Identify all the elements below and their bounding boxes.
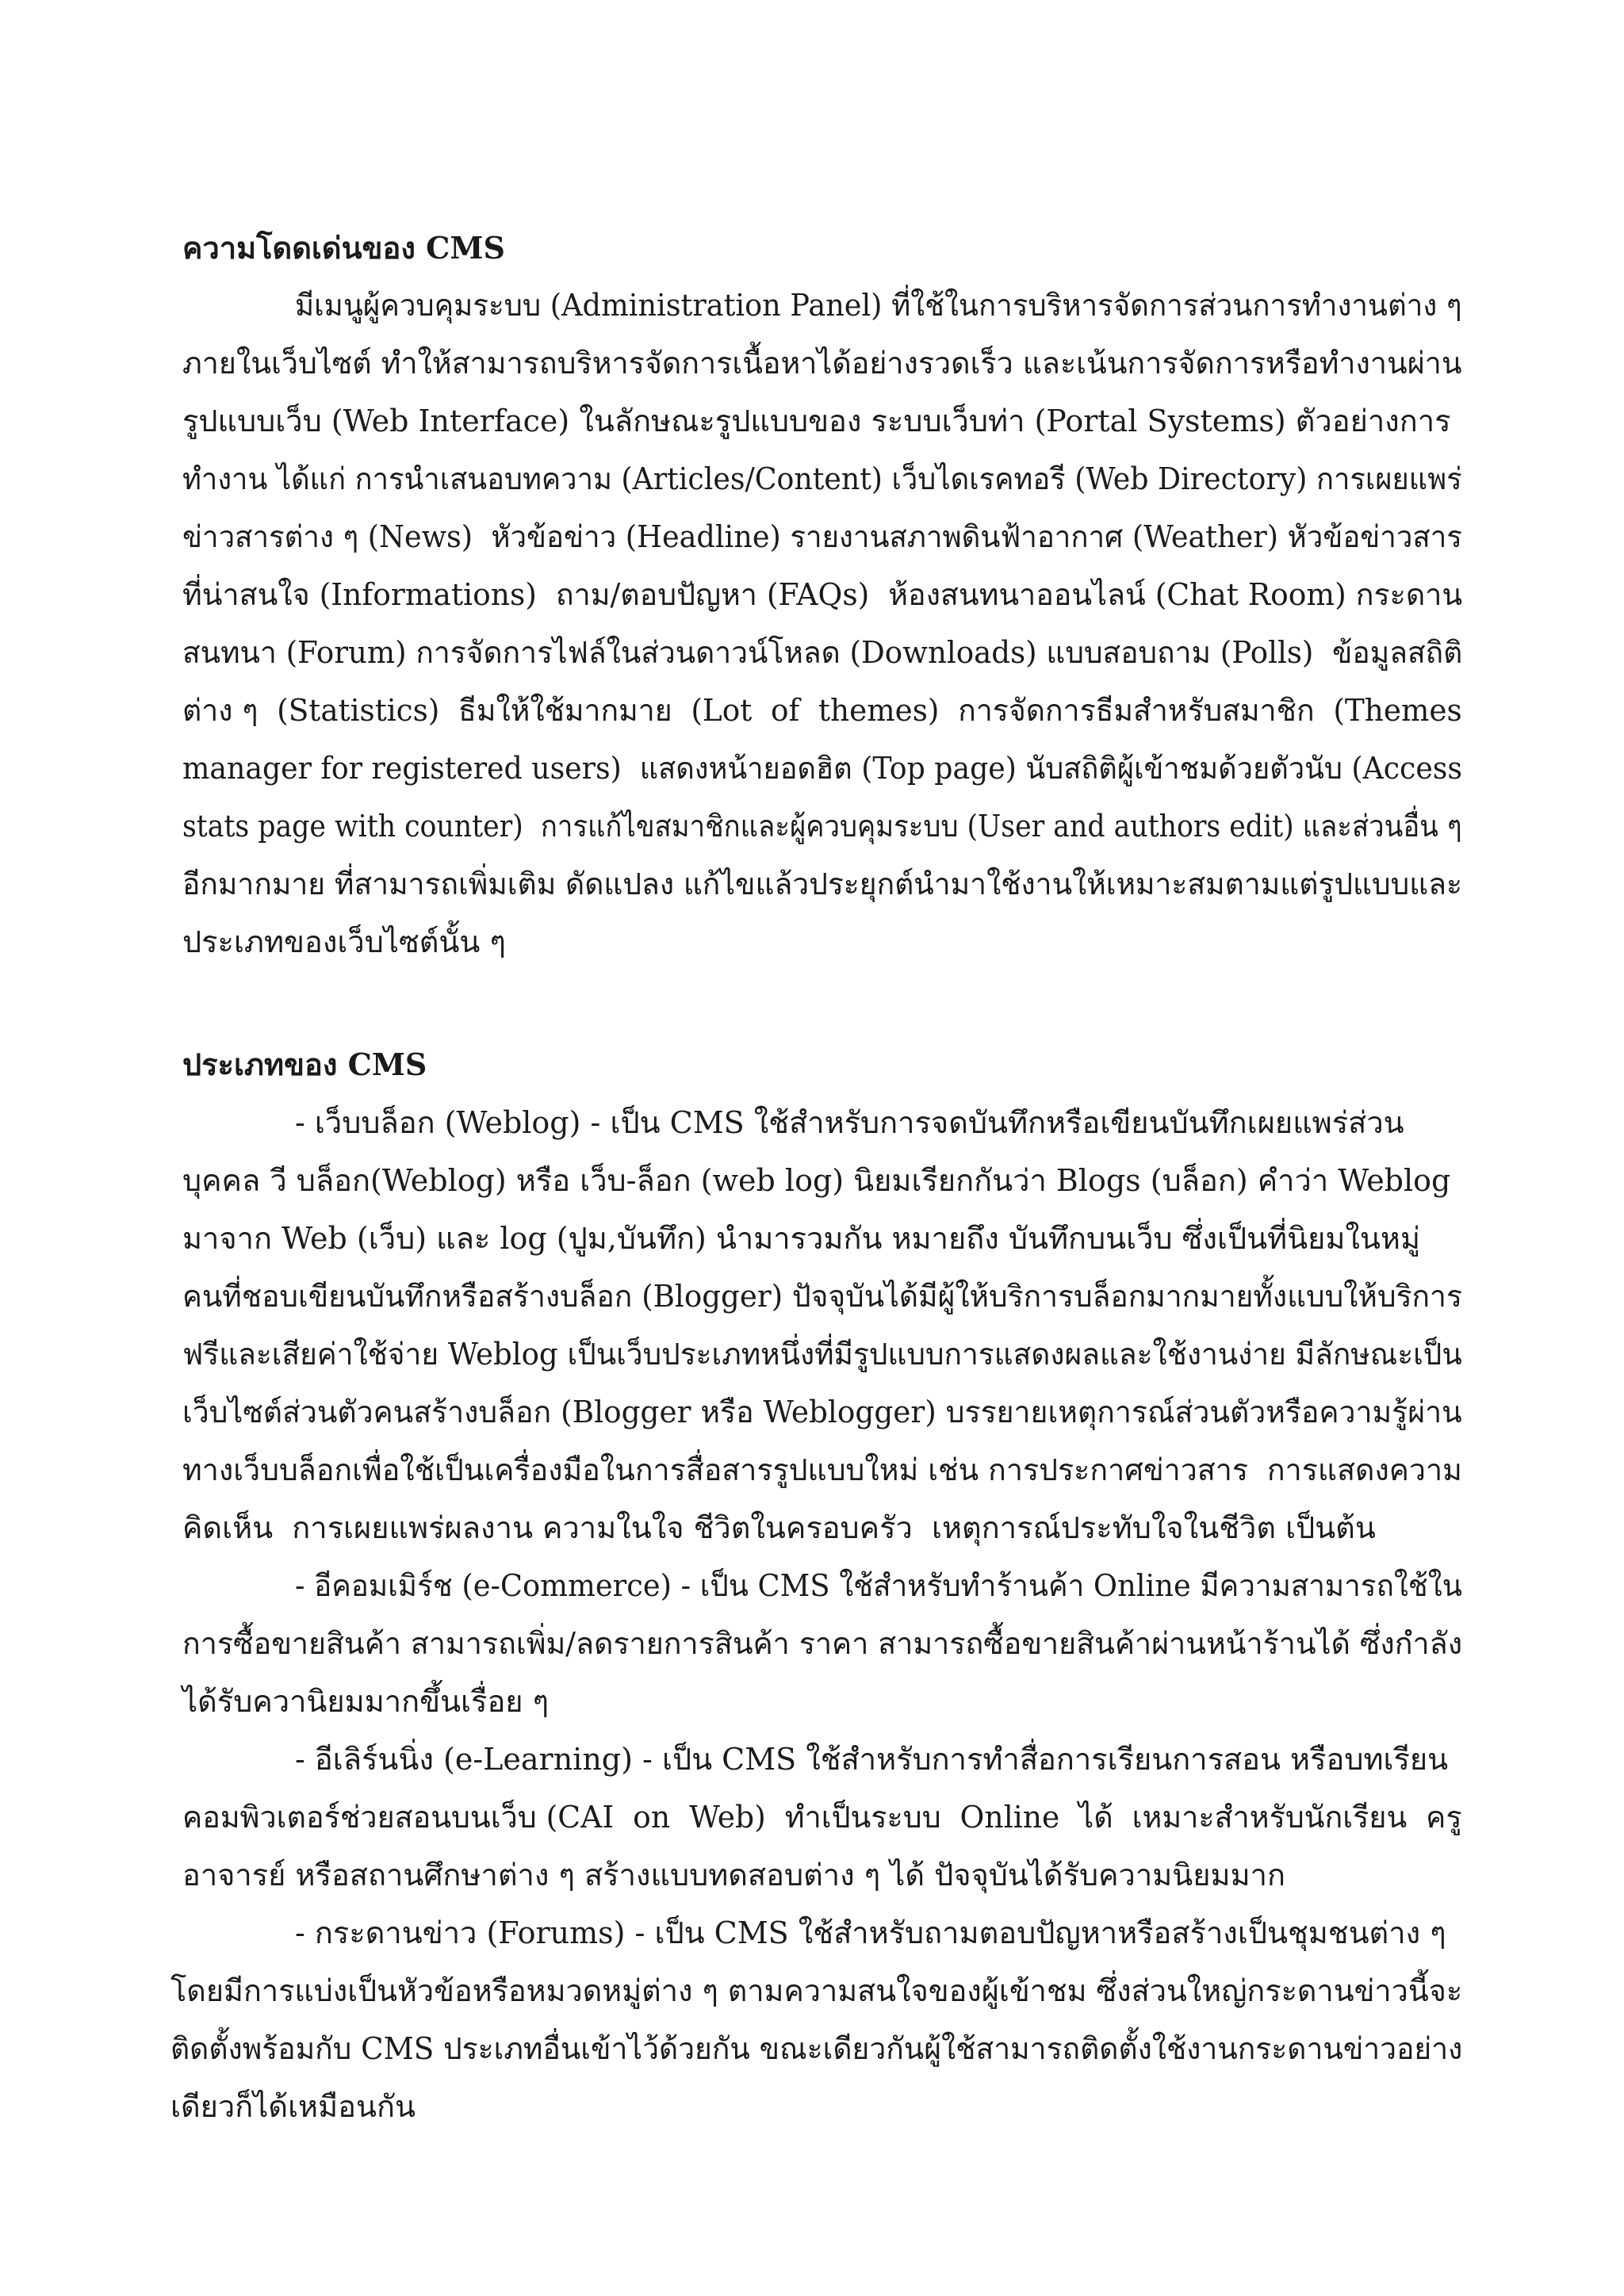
paragraph-line: เดียวก็ได้เหมือนกัน xyxy=(170,2089,416,2124)
paragraph-line: - อีเลิร์นนิ่ง (e-Learning) - เป็น CMS ใช้สำหรับการทำสื่อการเรียนการสอน หรือบทเรียน xyxy=(295,1742,1449,1777)
paragraph-line: - กระดานข่าว (Forums) - เป็น CMS ใช้สำหรับถามตอบปัญหาหรือสร้างเป็นชุมชนต่าง ๆ xyxy=(295,1915,1446,1950)
paragraph-line: stats page with counter) การแก้ไขสมาชิกและผู้ควบคุมระบบ (User and authors edit) และส่วนอื่น ๆ xyxy=(182,809,1462,844)
paragraph-line: บุคคล วี บล็อก(Weblog) หรือ เว็บ-ล็อก (web log) นิยมเรียกกันว่า Blogs (บล็อก) คำว่า Weblog xyxy=(182,1163,1451,1198)
section-heading-cms-highlights: ความโดดเด่นของ CMS xyxy=(182,230,505,266)
paragraph-line: ได้รับควานิยมมากขึ้นเรื่อย ๆ xyxy=(182,1684,550,1719)
paragraph-line: ติดตั้งพร้อมกับ CMS ประเภทอื่นเข้าไว้ด้วยกัน ขณะเดียวกันผู้ใช้สามารถติดตั้งใช้งานกระดานข่าวอย่าง xyxy=(170,2031,1463,2066)
paragraph-line: - อีคอมเมิร์ช (e-Commerce) - เป็น CMS ใช้สำหรับทำร้านค้า Online มีความสามารถใช้ใน xyxy=(295,1568,1462,1603)
paragraph-line: สนทนา (Forum) การจัดการไฟล์ในส่วนดาวน์โหลด (Downloads) แบบสอบถาม (Polls) ข้อมูลสถิติ xyxy=(182,635,1463,670)
paragraph-line: รูปแบบเว็บ (Web Interface) ในลักษณะรูปแบบของ ระบบเว็บท่า (Portal Systems) ตัวอย่างการ xyxy=(182,404,1451,438)
paragraph-line: ทำงาน ได้แก่ การนำเสนอบทความ (Articles/Content) เว็บไดเรคทอรี (Web Directory) การเผยแพร่ xyxy=(182,461,1462,496)
paragraph-line: ข่าวสารต่าง ๆ (News) หัวข้อข่าว (Headline) รายงานสภาพดินฟ้าอากาศ (Weather) หัวข้อข่าวสาร xyxy=(182,519,1462,554)
paragraph-line: - เว็บบล็อก (Weblog) - เป็น CMS ใช้สำหรับการจดบันทึกหรือเขียนบันทึกเผยแพร่ส่วน xyxy=(295,1105,1404,1140)
section-heading-cms-types: ประเภทของ CMS xyxy=(182,1047,427,1082)
paragraph-line: ภายในเว็บไซต์ ทำให้สามารถบริหารจัดการเนื้อหาได้อย่างรวดเร็ว และเน้นการจัดการหรือทำงานผ่าน xyxy=(182,346,1462,381)
paragraph-line: มีเมนูผู้ควบคุมระบบ (Administration Panel) ที่ใช้ในการบริหารจัดการส่วนการทำงานต่าง ๆ xyxy=(295,288,1462,323)
paragraph-line: มาจาก Web (เว็บ) และ log (ปูม,บันทึก) นำมารวมกัน หมายถึง บันทึกบนเว็บ ซึ่งเป็นที่นิยมในหมู่ xyxy=(182,1221,1421,1256)
paragraph-line: ทางเว็บบล็อกเพื่อใช้เป็นเครื่องมือในการสื่อสารรูปแบบใหม่ เช่น การประกาศข่าวสาร การแสดงความ xyxy=(182,1452,1462,1487)
paragraph-line: ประเภทของเว็บไซต์นั้น ๆ xyxy=(182,924,506,959)
paragraph-line: เว็บไซต์ส่วนตัวคนสร้างบล็อก (Blogger หรือ Weblogger) บรรยายเหตุการณ์ส่วนตัวหรือความรู้ผ่าน xyxy=(182,1395,1462,1429)
paragraph-line: คนที่ชอบเขียนบันทึกหรือสร้างบล็อก (Blogger) ปัจจุบันได้มีผู้ให้บริการบล็อกมากมายทั้งแบบให้บริการ xyxy=(182,1279,1462,1314)
paragraph-line: อาจารย์ หรือสถานศึกษาต่าง ๆ สร้างแบบทดสอบต่าง ๆ ได้ ปัจจุบันได้รับความนิยมมาก xyxy=(182,1858,1285,1892)
paragraph-line: คิดเห็น การเผยแพร่ผลงาน ความในใจ ชีวิตในครอบครัว เหตุการณ์ประทับใจในชีวิต เป็นต้น xyxy=(182,1510,1376,1545)
paragraph-line: manager for registered users) แสดงหน้ายอดฮิต (Top page) นับสถิติผู้เข้าชมด้วยตัวนับ (Access xyxy=(182,751,1463,786)
paragraph-line: ที่น่าสนใจ (Informations) ถาม/ตอบปัญหา (FAQs) ห้องสนทนาออนไลน์ (Chat Room) กระดาน xyxy=(182,577,1463,612)
paragraph-line: ต่าง ๆ (Statistics) ธีมให้ใช้มากมาย (Lot of themes) การจัดการธีมสำหรับสมาชิก (Themes xyxy=(182,693,1462,728)
paragraph-line: อีกมากมาย ที่สามารถเพิ่มเติม ดัดแปลง แก้ไขแล้วประยุกต์นำมาใช้งานให้เหมาะสมตามแต่รูปแบบและ xyxy=(182,867,1463,901)
paragraph-line: โดยมีการแบ่งเป็นหัวข้อหรือหมวดหมู่ต่าง ๆ ตามความสนใจของผู้เข้าชม ซึ่งส่วนใหญ่กระดานข่าวนี้จะ xyxy=(170,1973,1463,2008)
paragraph-line: การซื้อขายสินค้า สามารถเพิ่ม/ลดรายการสินค้า ราคา สามารถซื้อขายสินค้าผ่านหน้าร้านได้ ซึ่งกำลัง xyxy=(182,1626,1463,1661)
paragraph-line: ฟรีและเสียค่าใช้จ่าย Weblog เป็นเว็บประเภทหนึ่งที่มีรูปแบบการแสดงผลและใช้งานง่าย มีลักษณะเป็น xyxy=(182,1337,1462,1372)
paragraph-line: คอมพิวเตอร์ช่วยสอนบนเว็บ (CAI on Web) ทำเป็นระบบ Online ได้ เหมาะสำหรับนักเรียน ครู xyxy=(182,1800,1462,1835)
